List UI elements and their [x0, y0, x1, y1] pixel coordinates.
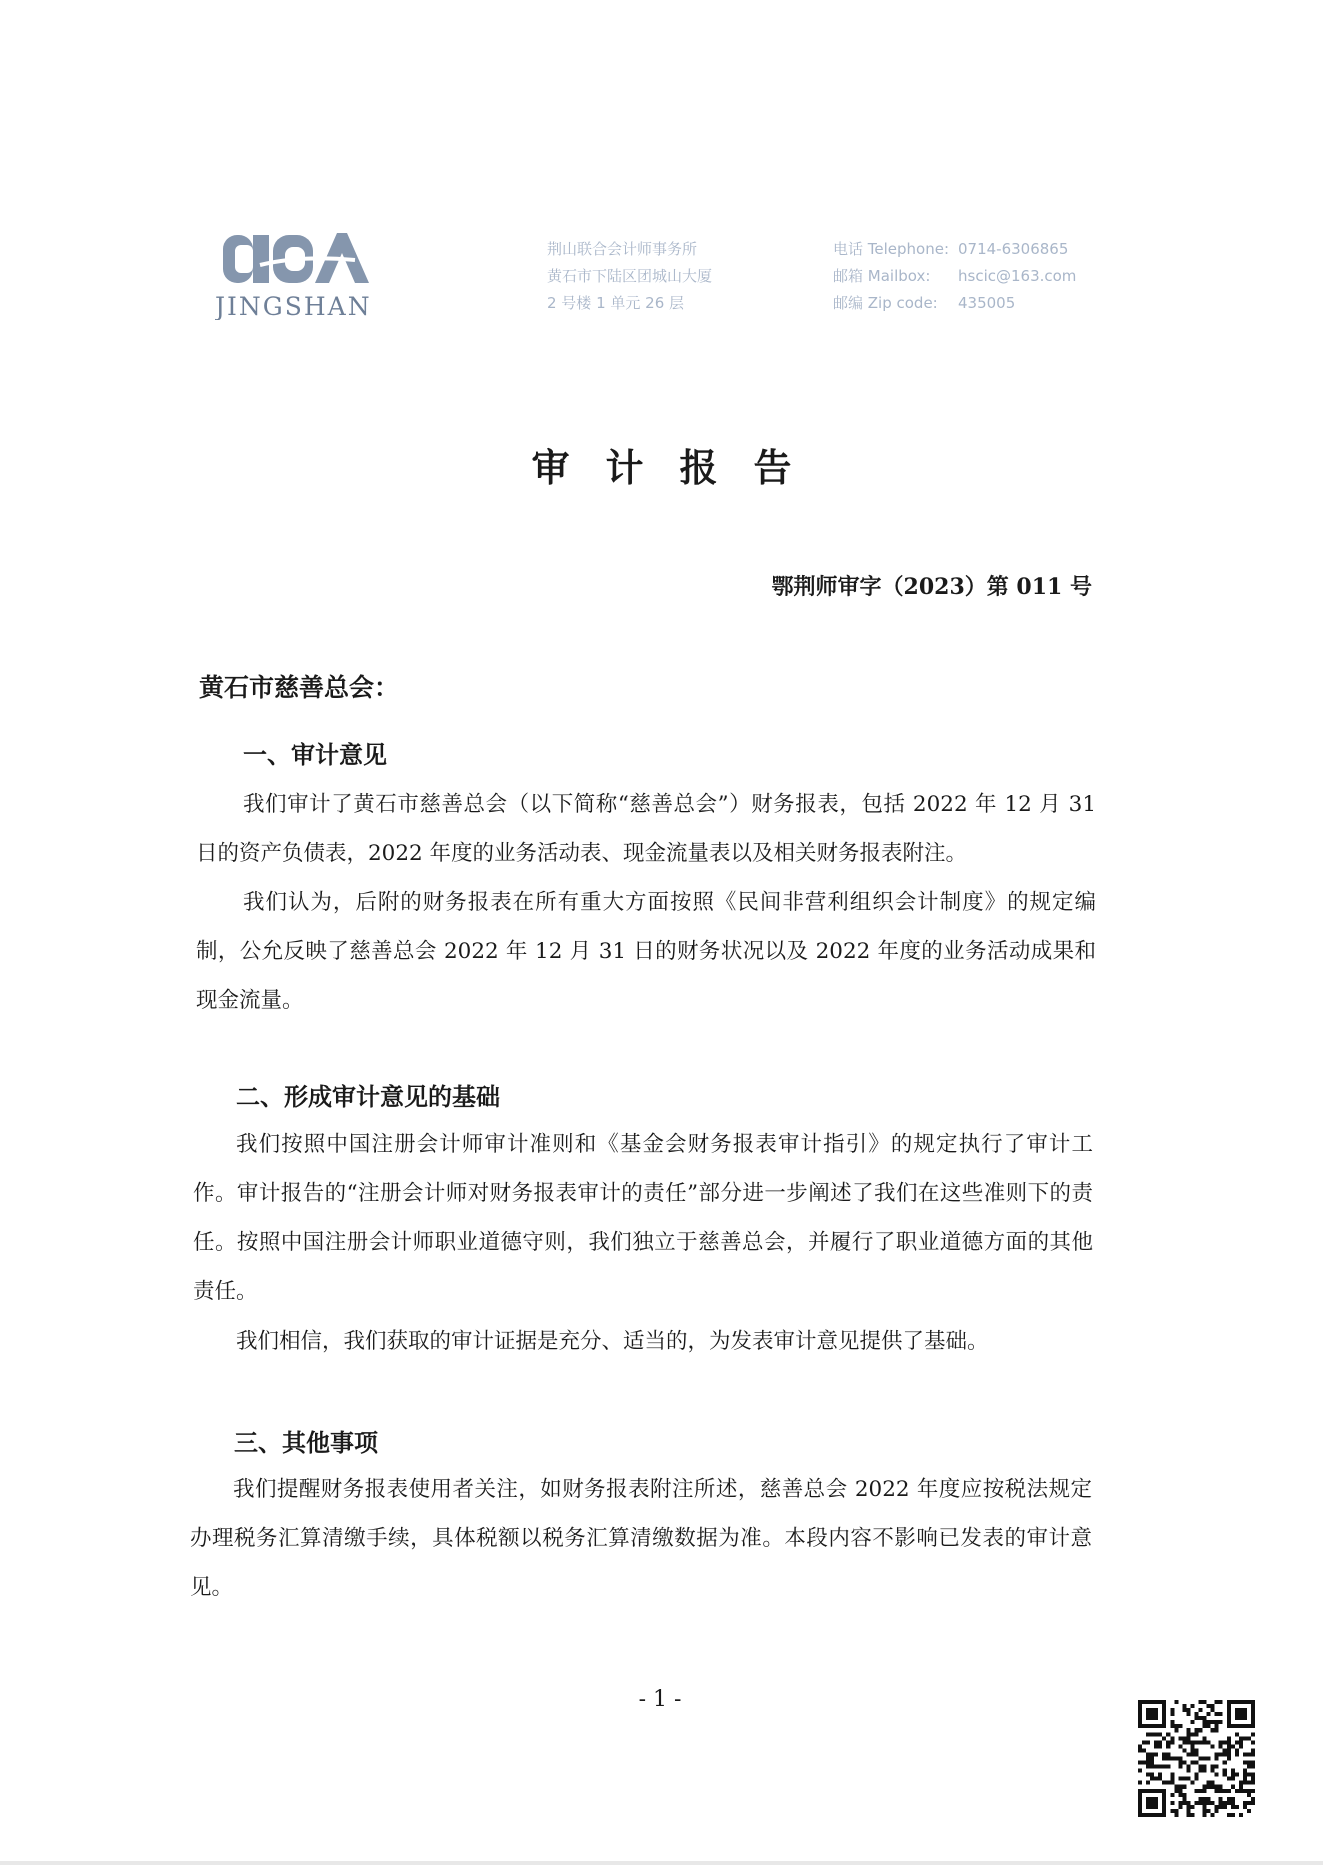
- firm-address-line1: 黄石市下陆区团城山大厦: [547, 267, 713, 285]
- firm-name: 荆山联合会计师事务所: [547, 240, 698, 258]
- section-heading-opinion: 一、审计意见: [243, 740, 387, 769]
- contact-label: 邮箱 Mailbox:: [833, 267, 931, 285]
- section-heading-basis: 二、形成审计意见的基础: [236, 1082, 500, 1111]
- logo-wordmark: JINGSHAN: [215, 292, 372, 320]
- document-title: 审计报告: [531, 445, 828, 490]
- firm-logo: [215, 225, 400, 320]
- contact-mailbox: [833, 263, 1113, 290]
- contact-label: 邮编 Zip code:: [833, 294, 938, 312]
- section-heading-other-matters: 三、其他事项: [234, 1428, 378, 1457]
- paragraph: 我们提醒财务报表使用者关注，如财务报表附注所述，慈善总会 2022 年度应按税法规定办理税务汇算清缴手续，具体税额以税务汇算清缴数据为准。本段内容不影响已发表的审计意见。: [190, 1477, 1092, 1600]
- recipient: 黄石市慈善总会：: [199, 673, 400, 702]
- paragraph: 我们审计了黄石市慈善总会（以下简称“慈善总会”）财务报表，包括 2022 年 12 月 31 日的资产负债表，2022 年度的业务活动表、现金流量表以及相关财务报表附注。: [196, 792, 1096, 866]
- contact-label: 电话 Telephone:: [833, 240, 950, 258]
- paragraph: 我们认为，后附的财务报表在所有重大方面按照《民间非营利组织会计制度》的规定编制，公允反映了慈善总会 2022 年 12 月 31 日的财务状况以及 2022 年度的业务活动成果和现金流量。: [196, 890, 1096, 1013]
- firm-address: [547, 236, 777, 317]
- scan-edge: [0, 1861, 1323, 1865]
- contact-telephone: [833, 236, 1113, 263]
- page-number: - 1 -: [638, 1687, 682, 1712]
- contact-value: hscic@163.com: [958, 267, 1077, 285]
- contact-zip: [833, 290, 1113, 317]
- contact-value: 435005: [958, 294, 1016, 312]
- qr-code: [1138, 1700, 1255, 1817]
- firm-contact: [833, 236, 1113, 317]
- contact-value: 0714-6306865: [958, 240, 1069, 258]
- paragraph: 我们按照中国注册会计师审计准则和《基金会财务报表审计指引》的规定执行了审计工作。审计报告的“注册会计师对财务报表审计的责任”部分进一步阐述了我们在这些准则下的责任。按照中国注册会计师职业道德守则，我们独立于慈善总会，并履行了职业道德方面的其他责任。: [193, 1132, 1093, 1304]
- firm-address-line2: 2 号楼 1 单元 26 层: [547, 294, 685, 312]
- paragraph: 我们相信，我们获取的审计证据是充分、适当的，为发表审计意见提供了基础。: [236, 1329, 989, 1354]
- document-number: 鄂荆师审字（2023）第 011 号: [771, 574, 1092, 600]
